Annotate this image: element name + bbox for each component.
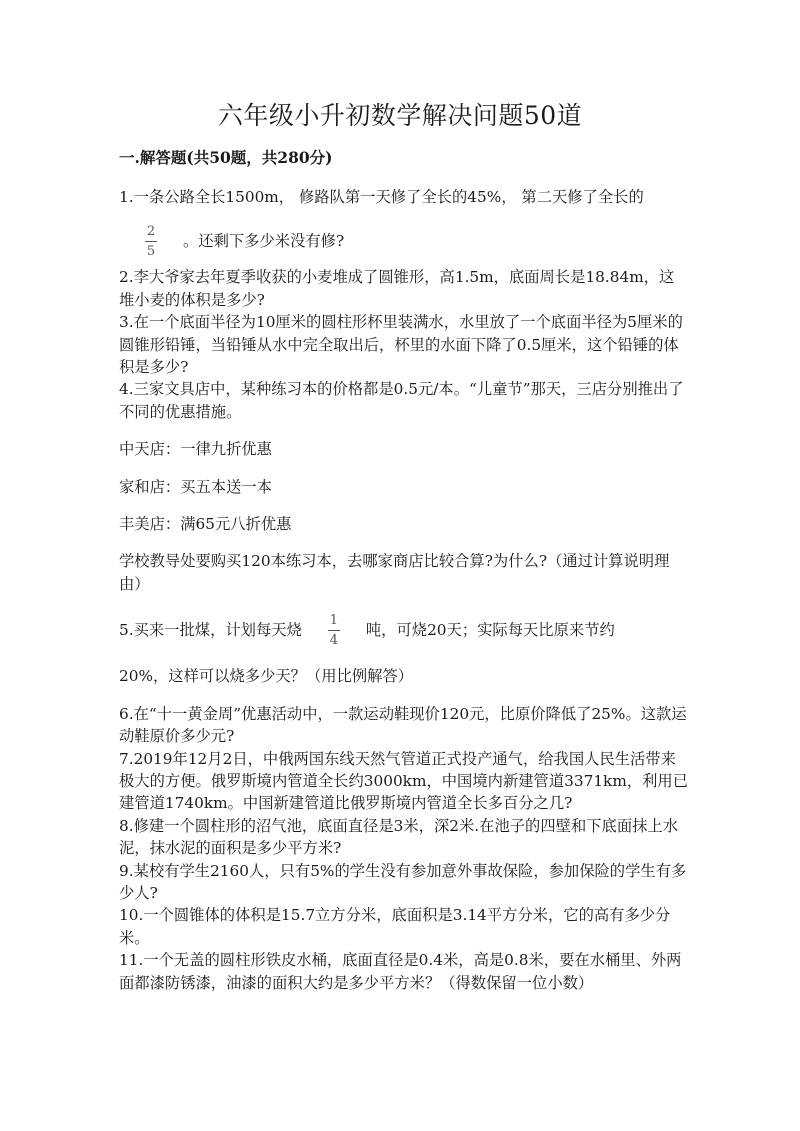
question-5-mid: 吨，可烧20天；实际每天比原来节约	[365, 621, 615, 640]
question-4-ask: 学校教导处要购买120本练习本，去哪家商店比较合算?为什么?（通过计算说明理由）	[119, 552, 670, 593]
fraction-denominator: 4	[329, 632, 339, 648]
question-5-line-2: 20%，这样可以烧多少天？（用比例解答）	[119, 667, 414, 686]
question-5-head: 5.买来一批煤，计划每天烧	[119, 621, 302, 640]
fraction-one-quarter	[328, 613, 340, 648]
question-4: 4.三家文具店中，某种练习本的价格都是0.5元/本。“儿童节”那天，三店分别推出了不同的优惠措施。	[119, 380, 684, 421]
fraction-numerator: 1	[329, 612, 339, 628]
question-7: 7.2019年12月2日，中俄两国东线天然气管道正式投产通气，给我国人民生活带来极大的方便。俄罗斯境内管道全长约3000km，中国境内新建管道3371km，利用已建管道1740km。中国新建管道比俄罗斯境内管道全长多百分之几?	[119, 749, 689, 813]
section-heading: 一.解答题(共50题，共280分)	[119, 148, 333, 167]
worksheet-title: 六年级小升初数学解决问题50道	[217, 101, 583, 130]
fraction-bar	[328, 630, 340, 631]
question-3: 3.在一个底面半径为10厘米的圆柱形杯里装满水，水里放了一个底面半径为5厘米的圆锥形铅锤，当铅锤从水中完全取出后，杯里的水面下降了0.5厘米，这个铅锤的体积是多少?	[119, 313, 683, 377]
question-1-line-2	[119, 216, 689, 266]
fraction-two-fifths	[145, 224, 157, 259]
question-list	[119, 186, 689, 994]
question-1-tail: 。还剩下多少米没有修?	[183, 232, 345, 251]
question-5-line-1	[119, 605, 689, 655]
fraction-bar	[145, 241, 157, 242]
fraction-numerator: 2	[146, 223, 156, 239]
store-zhongtian: 中天店：一律九折优惠	[119, 440, 272, 459]
store-fengmei: 丰美店：满65元八折优惠	[119, 515, 292, 534]
question-6: 6.在“十一黄金周”优惠活动中，一款运动鞋现价120元，比原价降低了25%。这款运动鞋原价多少元?	[119, 704, 687, 746]
question-11: 11.一个无盖的圆柱形铁皮水桶，底面直径是0.4米，高是0.8米，要在水桶里、外两面都漆防锈漆，油漆的面积大约是多少平方米？（得数保留一位小数）	[119, 951, 682, 992]
fraction-denominator: 5	[146, 243, 156, 259]
question-8: 8.修建一个圆柱形的沼气池，底面直径是3米，深2米.在池子的四壁和下底面抹上水泥，抹水泥的面积是多少平方米?	[119, 816, 679, 858]
question-10: 10.一个圆锥体的体积是15.7立方分米，底面积是3.14平方分米，它的高有多少分米。	[119, 906, 671, 947]
question-1-line-1: 1.一条公路全长1500m， 修路队第一天修了全长的45%， 第二天修了全长的	[119, 188, 644, 206]
question-2: 2.李大爷家去年夏季收获的小麦堆成了圆锥形，高1.5m，底面周长是18.84m，这堆小麦的体积是多少?	[119, 268, 675, 309]
question-9: 9.某校有学生2160人，只有5%的学生没有参加意外事故保险，参加保险的学生有多少人?	[119, 861, 687, 902]
store-jiahe: 家和店：买五本送一本	[119, 477, 272, 496]
